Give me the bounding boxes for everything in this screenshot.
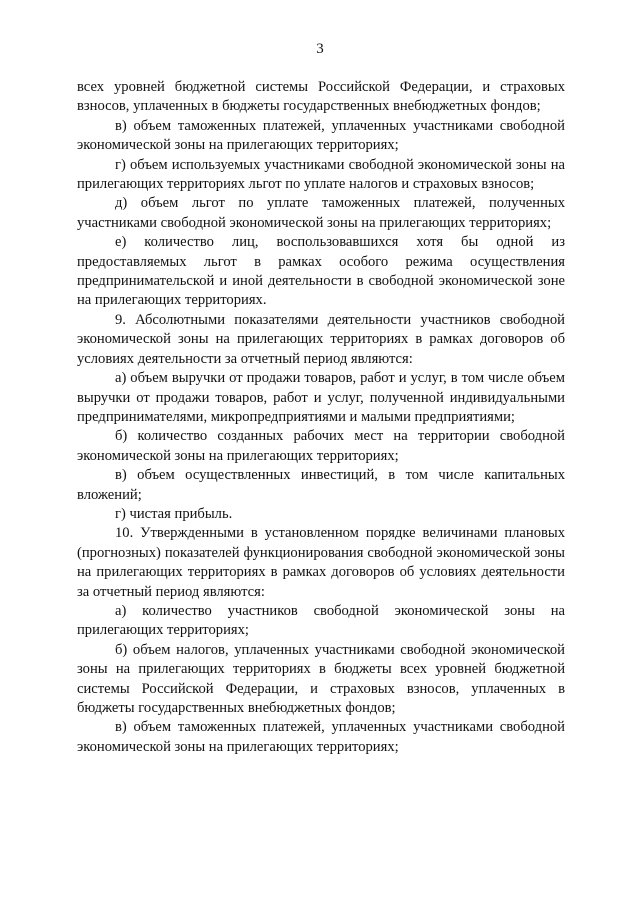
paragraph: 10. Утвержденными в установленном порядке величинами плановых (прогнозных) показателей функционирования свободной экономической зоны на прилегающих территориях в рамках договоров об условиях деятельности за отчетный период являются: — [77, 525, 565, 600]
paragraph: г) чистая прибыль. — [115, 505, 233, 522]
paragraph: 9. Абсолютными показателями деятельности участников свободной экономической зоны на прилегающих территориях в рамках договоров об условиях деятельности за отчетный период являются: — [77, 311, 565, 367]
paragraph: в) объем таможенных платежей, уплаченных участниками свободной экономической зоны на прилегающих территориях; — [77, 719, 565, 755]
paragraph: д) объем льгот по уплате таможенных платежей, полученных участниками свободной экономической зоны на прилегающих территориях; — [77, 195, 565, 231]
document-body — [77, 78, 565, 757]
paragraph: всех уровней бюджетной системы Российской Федерации, и страховых взносов, уплаченных в бюджеты государственных внебюджетных фондов; — [77, 79, 565, 115]
paragraph: а) объем выручки от продажи товаров, работ и услуг, в том числе объем выручки от продажи товаров, работ и услуг, полученной индивидуальными предпринимателями, микропредприятиями и малыми предприятиями; — [77, 370, 565, 425]
paragraph: в) объем таможенных платежей, уплаченных участниками свободной экономической зоны на прилегающих территориях; — [77, 117, 565, 154]
paragraph: а) количество участников свободной экономической зоны на прилегающих территориях; — [77, 602, 565, 639]
page-number: 3 — [316, 41, 324, 57]
paragraph: е) количество лиц, воспользовавшихся хотя бы одной из предоставляемых льгот в рамках особого режима осуществления предпринимательской и иной деятельности в свободной экономической зоне на прилегающих территориях. — [77, 234, 565, 309]
paragraph: б) объем налогов, уплаченных участниками свободной экономической зоны на прилегающих территориях в бюджеты всех уровней бюджетной системы Российской Федерации, и страховых взносов, уплаченных в бюджеты государственных внебюджетных фондов; — [77, 641, 565, 716]
paragraph: б) количество созданных рабочих мест на территории свободной экономической зоны на прилегающих территориях; — [77, 428, 565, 464]
paragraph: г) объем используемых участниками свободной экономической зоны на прилегающих территориях льгот по уплате налогов и страховых взносов; — [77, 156, 565, 193]
paragraph: в) объем осуществленных инвестиций, в том числе капитальных вложений; — [77, 467, 565, 503]
